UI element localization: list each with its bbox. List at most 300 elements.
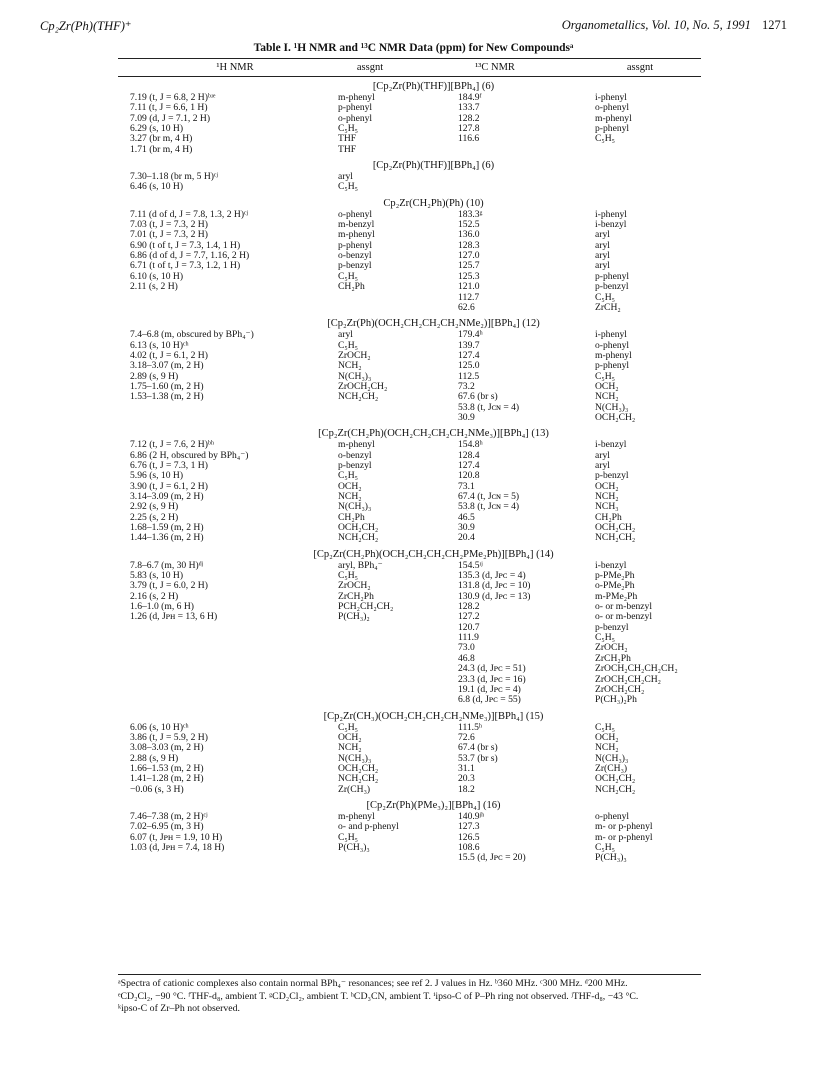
cell-c-shift: 73.1: [458, 480, 475, 492]
cell-h-assignment: o-benzyl: [338, 449, 372, 461]
cell-c-shift: 120.8: [458, 470, 480, 482]
compound-section: [0, 548, 827, 710]
cell-c-assignment: i-phenyl: [595, 329, 627, 341]
compound-section: [0, 197, 827, 317]
cell-c-shift: 128.2: [458, 601, 480, 613]
cell-h-assignment: aryl: [338, 171, 353, 183]
cell-c-shift: 120.7: [458, 621, 480, 633]
compound-section: [0, 159, 827, 197]
table-row: [0, 134, 827, 144]
cell-c-assignment: m-PMe₂Ph: [595, 590, 638, 602]
table-row: [0, 853, 827, 863]
compound-title: [Cp₂Zr(Ph)(THF)][BPh₄] (6): [372, 81, 495, 92]
cell-h-shift: 7.4–6.8 (m, obscured by BPh₄⁻): [130, 329, 254, 341]
cell-h-assignment: p-benzyl: [338, 459, 372, 471]
table-row: [0, 403, 827, 413]
table-row: [0, 502, 827, 512]
cell-c-shift: 53.8 (t, Jᴄɴ = 4): [458, 401, 520, 413]
cell-h-shift: 7.11 (d of d, J = 7.8, 1.3, 2 H)ᶜʲ: [130, 208, 248, 220]
cell-h-assignment: o- and p-phenyl: [338, 821, 399, 833]
cell-h-shift: 3.08–3.03 (m, 2 H): [130, 742, 204, 754]
cell-h-assignment: C₅H₅: [338, 831, 359, 843]
cell-c-assignment: i-benzyl: [595, 559, 627, 571]
cell-h-shift: −0.06 (s, 3 H): [130, 783, 184, 795]
cell-h-assignment: OCH₂: [338, 731, 362, 743]
cell-c-shift: 128.3: [458, 239, 480, 251]
cell-c-shift: 126.5: [458, 831, 480, 843]
compound-section: [0, 80, 827, 159]
table-row: [0, 602, 827, 612]
table-row: [0, 413, 827, 423]
cell-c-shift: 116.6: [458, 133, 480, 145]
cell-c-assignment: NCH₂CH₂: [595, 532, 636, 544]
cell-c-shift: 18.2: [458, 783, 475, 795]
cell-h-shift: 7.03 (t, J = 7.3, 2 H): [130, 219, 208, 231]
cell-h-assignment: aryl, BPh₄⁻: [338, 559, 383, 571]
cell-h-assignment: m-benzyl: [338, 219, 375, 231]
cell-c-assignment: p-benzyl: [595, 621, 629, 633]
cell-h-shift: 3.86 (t, J = 5.9, 2 H): [130, 731, 208, 743]
cell-h-assignment: ZrOCH₂: [338, 349, 371, 361]
cell-h-shift: 1.44–1.36 (m, 2 H): [130, 532, 204, 544]
running-header-compound: Cp₂Zr(Ph)(THF)⁺: [40, 19, 132, 33]
cell-h-assignment: NCH₂CH₂: [338, 391, 379, 403]
cell-c-shift: 112.7: [458, 291, 480, 303]
table-row: [0, 210, 827, 220]
cell-h-shift: 7.02–6.95 (m, 3 H): [130, 821, 204, 833]
cell-c-shift: 15.5 (d, Jᴘᴄ = 20): [458, 852, 526, 864]
cell-h-assignment: P(CH₃)₃: [338, 841, 370, 853]
table-row: [0, 172, 827, 182]
cell-h-shift: 6.07 (t, Jᴘʜ = 1.9, 10 H): [130, 831, 223, 843]
table-footnotes: [118, 978, 708, 1016]
cell-c-shift: 139.7: [458, 339, 480, 351]
table-row: [0, 303, 827, 313]
cell-c-assignment: aryl: [595, 260, 610, 272]
cell-h-shift: 6.10 (s, 10 H): [130, 270, 184, 282]
cell-h-assignment: ZrOCH₂CH₂: [338, 380, 388, 392]
cell-h-assignment: C₅H₅: [338, 570, 359, 582]
table-row: [0, 293, 827, 303]
cell-c-assignment: m- or p-phenyl: [595, 831, 653, 843]
table-row: [0, 733, 827, 743]
table-row: [0, 220, 827, 230]
cell-c-assignment: Zr(CH₃): [595, 762, 628, 774]
cell-h-assignment: o-phenyl: [338, 208, 373, 220]
cell-c-shift: 135.3 (d, Jᴘᴄ = 4): [458, 570, 526, 582]
column-header-assgnt-1h: assgnt: [356, 62, 384, 73]
footnote-line: ᵉCD₂Cl₂, −90 °C. ᶠTHF-d₈, ambient T. ᵍCD₂Cl₂, ambient T. ʰCD₃CN, ambient T. ⁱipso-C of P–Ph ring not observed. ʲTHF-d₈, −43 °C.: [118, 990, 639, 1002]
cell-h-assignment: THF: [338, 143, 357, 155]
column-header-13c-nmr: ¹³C NMR: [475, 62, 515, 73]
table-row: [0, 272, 827, 282]
table-row: [0, 523, 827, 533]
cell-h-assignment: OCH₂: [338, 480, 362, 492]
cell-c-assignment: i-benzyl: [595, 439, 627, 451]
cell-c-assignment: NCH₃: [595, 501, 619, 513]
cell-c-assignment: aryl: [595, 459, 610, 471]
cell-h-shift: 2.11 (s, 2 H): [130, 281, 178, 293]
compound-title: [Cp₂Zr(Ph)(OCH₂CH₂CH₂CH₂NMe₂)][BPh₄] (12): [327, 318, 540, 330]
cell-h-shift: 7.09 (d, J = 7.1, 2 H): [130, 112, 211, 124]
table-row: [0, 251, 827, 261]
cell-h-shift: 6.46 (s, 10 H): [130, 181, 184, 193]
cell-h-assignment: o-benzyl: [338, 250, 372, 262]
cell-h-assignment: m-phenyl: [338, 810, 375, 822]
cell-c-assignment: C₅H₅: [595, 370, 616, 382]
cell-h-assignment: CH₂Ph: [338, 511, 365, 523]
table-row: [0, 230, 827, 240]
cell-h-shift: 5.83 (s, 10 H): [130, 570, 184, 582]
cell-h-assignment: ZrCH₂Ph: [338, 590, 374, 602]
cell-h-assignment: m-phenyl: [338, 92, 375, 103]
page-number: 1271: [762, 18, 787, 32]
cell-c-shift: 73.0: [458, 642, 475, 654]
table-row: [0, 685, 827, 695]
cell-c-shift: 112.5: [458, 370, 480, 382]
cell-c-shift: 72.6: [458, 731, 475, 743]
cell-c-shift: 108.6: [458, 841, 480, 853]
cell-h-shift: 1.53–1.38 (m, 2 H): [130, 391, 204, 403]
column-header-1h-nmr: ¹H NMR: [216, 62, 254, 73]
cell-h-assignment: NCH₂CH₂: [338, 773, 379, 785]
cell-c-shift: 6.8 (d, Jᴘᴄ = 55): [458, 694, 521, 706]
table-row: [0, 261, 827, 271]
cell-c-assignment: aryl: [595, 250, 610, 262]
cell-c-shift: 46.8: [458, 652, 475, 664]
cell-c-shift: 154.8ʰ: [458, 439, 483, 451]
cell-h-assignment: OCH₂CH₂: [338, 762, 379, 774]
cell-c-shift: 184.9ᶠ: [458, 92, 482, 103]
cell-c-shift: 127.4: [458, 459, 480, 471]
cell-c-assignment: m- or p-phenyl: [595, 821, 653, 833]
cell-h-shift: 6.86 (d of d, J = 7.7, 1.16, 2 H): [130, 250, 250, 262]
cell-c-assignment: ZrOCH₂CH₂CH₂: [595, 673, 661, 685]
cell-c-assignment: OCH₂CH₂: [595, 522, 636, 534]
cell-c-assignment: C₅H₅: [595, 133, 616, 145]
cell-h-assignment: NCH₂CH₂: [338, 532, 379, 544]
table-row: [0, 723, 827, 733]
cell-c-shift: 46.5: [458, 511, 475, 523]
cell-h-shift: 3.18–3.07 (m, 2 H): [130, 360, 204, 372]
table-row: [0, 561, 827, 571]
compound-title: Cp₂Zr(CH₂Ph)(Ph) (10): [383, 197, 484, 209]
cell-c-shift: 23.3 (d, Jᴘᴄ = 16): [458, 673, 526, 685]
cell-c-assignment: m-phenyl: [595, 349, 632, 361]
table-title: Table I. ¹H NMR and ¹³C NMR Data (ppm) for New Compoundsᵃ: [253, 42, 574, 54]
table-row: [0, 451, 827, 461]
cell-c-assignment: i-phenyl: [595, 208, 627, 220]
table-row: [0, 774, 827, 784]
cell-c-assignment: o- or m-benzyl: [595, 601, 653, 613]
table-row: [0, 372, 827, 382]
compound-title: [Cp₂Zr(Ph)(THF)][BPh₄] (6): [372, 160, 495, 172]
cell-c-shift: 30.9: [458, 411, 475, 423]
cell-c-assignment: C₅H₅: [595, 632, 616, 644]
cell-c-assignment: i-benzyl: [595, 219, 627, 231]
cell-h-shift: 1.66–1.53 (m, 2 H): [130, 762, 204, 774]
table-row: [0, 623, 827, 633]
table-row: [0, 654, 827, 664]
cell-c-assignment: OCH₂: [595, 380, 619, 392]
table-row: [0, 743, 827, 753]
cell-c-shift: 130.9 (d, Jᴘᴄ = 13): [458, 590, 531, 602]
cell-h-assignment: N(CH₃)₃: [338, 501, 372, 513]
column-header-assgnt-13c: assgnt: [626, 62, 654, 73]
cell-c-assignment: p-phenyl: [595, 360, 630, 372]
cell-c-assignment: OCH₂CH₂: [595, 411, 636, 423]
cell-c-assignment: N(CH₃)₃: [595, 401, 629, 413]
cell-c-assignment: aryl: [595, 449, 610, 461]
cell-c-shift: 20.4: [458, 532, 475, 544]
cell-c-assignment: C₅H₅: [595, 291, 616, 303]
cell-h-shift: 3.90 (t, J = 6.1, 2 H): [130, 480, 208, 492]
cell-c-assignment: o-phenyl: [595, 102, 630, 114]
cell-c-shift: 131.8 (d, Jᴘᴄ = 10): [458, 580, 531, 592]
cell-c-shift: 127.0: [458, 250, 480, 262]
cell-h-assignment: P(CH₃)₂: [338, 611, 370, 623]
cell-c-shift: 67.4 (br s): [458, 742, 498, 754]
cell-c-assignment: ZrCH₂Ph: [595, 652, 631, 664]
cell-h-shift: 2.25 (s, 2 H): [130, 511, 179, 523]
cell-c-assignment: OCH₂: [595, 731, 619, 743]
compound-section: [0, 317, 827, 427]
table-row: [0, 241, 827, 251]
table-row: [0, 812, 827, 822]
cell-c-assignment: CH₂Ph: [595, 511, 622, 523]
cell-h-shift: 7.01 (t, J = 7.3, 2 H): [130, 229, 208, 241]
cell-c-shift: 127.3: [458, 821, 480, 833]
cell-h-assignment: p-phenyl: [338, 102, 373, 114]
table-header-rule: [118, 76, 701, 77]
cell-c-assignment: C₅H₅: [595, 841, 616, 853]
cell-c-assignment: ZrOCH₂CH₂CH₂CH₂: [595, 663, 678, 675]
table-row: [0, 571, 827, 581]
compound-title: [Cp₂Zr(CH₂Ph)(OCH₂CH₂CH₂CH₂NMe₃)][BPh₄] (13): [318, 428, 549, 440]
table-row: [0, 785, 827, 795]
cell-h-shift: 1.71 (br m, 4 H): [130, 143, 193, 155]
table-row: [0, 664, 827, 674]
running-header: [40, 18, 787, 36]
cell-c-assignment: p-phenyl: [595, 123, 630, 135]
cell-h-assignment: C₅H₅: [338, 470, 359, 482]
cell-h-assignment: PCH₂CH₂CH₂: [338, 601, 394, 613]
cell-h-assignment: N(CH₃)₃: [338, 752, 372, 764]
table-row: [0, 382, 827, 392]
cell-c-assignment: P(CH₃)₂Ph: [595, 694, 637, 706]
cell-c-shift: 152.5: [458, 219, 480, 231]
cell-c-assignment: N(CH₃)₃: [595, 752, 629, 764]
cell-c-assignment: p-PMe₂Ph: [595, 570, 635, 582]
footnote-line: ᵏipso-C of Zr–Ph not observed.: [118, 1003, 241, 1014]
table-row: [0, 633, 827, 643]
table-row: [0, 361, 827, 371]
compound-section: [0, 710, 827, 799]
compound-title: [Cp₂Zr(CH₂Ph)(OCH₂CH₂CH₂CH₂PMe₂Ph)][BPh₄] (14): [313, 548, 554, 560]
cell-h-shift: 2.92 (s, 9 H): [130, 501, 179, 513]
table-row: [0, 341, 827, 351]
cell-c-shift: 67.6 (br s): [458, 391, 498, 403]
table-row: [0, 330, 827, 340]
cell-h-shift: 3.79 (t, J = 6.0, 2 H): [130, 580, 208, 592]
cell-h-shift: 6.06 (s, 10 H)ᶜʰ: [130, 721, 189, 733]
cell-h-assignment: C₅H₅: [338, 339, 359, 351]
cell-h-shift: 7.46–7.38 (m, 2 H)ᶜʲ: [130, 810, 208, 822]
table-row: [0, 643, 827, 653]
cell-c-shift: 53.7 (br s): [458, 752, 498, 764]
table-row: [0, 822, 827, 832]
cell-c-shift: 154.5ᶦʲ: [458, 559, 483, 571]
cell-h-assignment: ZrOCH₂: [338, 580, 371, 592]
cell-c-shift: 73.2: [458, 380, 475, 392]
table-row: [0, 124, 827, 134]
cell-h-assignment: THF: [338, 133, 357, 145]
cell-c-assignment: p-phenyl: [595, 270, 630, 282]
cell-h-assignment: C₅H₅: [338, 721, 359, 733]
cell-c-shift: 125.0: [458, 360, 480, 372]
cell-h-assignment: NCH₂: [338, 742, 362, 754]
cell-c-shift: 30.9: [458, 522, 475, 534]
cell-h-assignment: NCH₂: [338, 360, 362, 372]
cell-c-shift: 136.0: [458, 229, 480, 241]
cell-c-shift: 128.4: [458, 449, 480, 461]
cell-c-shift: 31.1: [458, 762, 475, 774]
cell-c-assignment: m-phenyl: [595, 112, 632, 124]
table-row: [0, 592, 827, 602]
cell-h-assignment: m-phenyl: [338, 229, 375, 241]
cell-c-assignment: o- or m-benzyl: [595, 611, 653, 623]
cell-h-assignment: CH₂Ph: [338, 281, 365, 293]
table-row: [0, 533, 827, 543]
cell-h-shift: 5.96 (s, 10 H): [130, 470, 184, 482]
cell-c-assignment: p-benzyl: [595, 281, 629, 293]
cell-h-shift: 7.11 (t, J = 6.6, 1 H): [130, 102, 208, 114]
table-row: [0, 492, 827, 502]
cell-c-shift: 121.0: [458, 281, 480, 293]
cell-h-shift: 6.13 (s, 10 H)ᶜʰ: [130, 339, 189, 351]
cell-c-shift: 125.3: [458, 270, 480, 282]
cell-h-assignment: C₅H₅: [338, 123, 359, 135]
cell-c-assignment: o-PMe₂Ph: [595, 580, 635, 592]
cell-h-shift: 6.90 (t of t, J = 7.3, 1.4, 1 H): [130, 239, 241, 251]
cell-c-assignment: P(CH₃)₃: [595, 852, 627, 864]
cell-c-shift: 127.4: [458, 349, 480, 361]
cell-c-assignment: NCH₂: [595, 491, 619, 502]
compound-section: [0, 427, 827, 547]
nmr-table-body: [0, 80, 827, 868]
table-row: [0, 482, 827, 492]
table-row: [0, 182, 827, 192]
table-row: [0, 754, 827, 764]
cell-h-assignment: OCH₂CH₂: [338, 522, 379, 534]
cell-c-shift: 140.9ʲʰ: [458, 810, 485, 822]
table-row: [0, 103, 827, 113]
compound-title: [Cp₂Zr(Ph)(PMe₃)₂][BPh₄] (16): [366, 799, 501, 811]
cell-h-shift: 4.02 (t, J = 6.1, 2 H): [130, 349, 208, 361]
cell-h-assignment: C₅H₅: [338, 270, 359, 282]
compound-title: [Cp₂Zr(CH₃)(OCH₂CH₂CH₂CH₂NMe₃)][BPh₄] (15): [323, 710, 544, 722]
cell-c-assignment: NCH₂CH₂: [595, 783, 636, 795]
cell-c-shift: 111.5ʰ: [458, 721, 482, 733]
cell-c-shift: 53.8 (t, Jᴄɴ = 4): [458, 501, 520, 513]
compound-section: [0, 799, 827, 868]
table-row: [0, 351, 827, 361]
cell-c-assignment: OCH₂CH₂: [595, 773, 636, 785]
cell-c-assignment: o-phenyl: [595, 339, 630, 351]
table-row: [0, 612, 827, 622]
cell-c-shift: 127.2: [458, 611, 480, 623]
cell-c-assignment: ZrCH₂: [595, 301, 621, 313]
cell-h-assignment: NCH₂: [338, 491, 362, 502]
journal-citation: Organometallics, Vol. 10, No. 5, 1991: [561, 18, 751, 32]
cell-c-assignment: aryl: [595, 229, 610, 241]
table-row: [0, 461, 827, 471]
cell-c-shift: 62.6: [458, 301, 475, 313]
table-row: [0, 93, 827, 103]
cell-h-assignment: m-phenyl: [338, 439, 375, 451]
cell-c-assignment: o-phenyl: [595, 810, 630, 822]
table-row: [0, 282, 827, 292]
cell-c-shift: 67.4 (t, Jᴄɴ = 5): [458, 491, 520, 502]
cell-c-shift: 19.1 (d, Jᴘᴄ = 4): [458, 683, 521, 695]
cell-h-assignment: C₅H₅: [338, 181, 359, 193]
cell-h-shift: 1.75–1.60 (m, 2 H): [130, 380, 204, 392]
cell-c-shift: 125.7: [458, 260, 480, 272]
cell-h-shift: 7.19 (t, J = 6.8, 2 H)ᵇʴᵉ: [130, 92, 216, 103]
table-row: [0, 764, 827, 774]
cell-h-shift: 6.29 (s, 10 H): [130, 123, 184, 135]
cell-h-shift: 1.03 (d, Jᴘʜ = 7.4, 18 H): [130, 841, 225, 853]
cell-h-assignment: p-benzyl: [338, 260, 372, 272]
table-row: [0, 581, 827, 591]
table-row: [0, 471, 827, 481]
table-row: [0, 440, 827, 450]
cell-h-shift: 7.12 (t, J = 7.6, 2 H)ᵇʰ: [130, 439, 214, 451]
cell-c-assignment: i-phenyl: [595, 92, 627, 103]
cell-h-shift: 7.8–6.7 (m, 30 H)ᵈʲ: [130, 559, 204, 571]
table-row: [0, 145, 827, 155]
cell-c-assignment: p-benzyl: [595, 470, 629, 482]
footnote-line: ᵃSpectra of cationic complexes also contain normal BPh₄⁻ resonances; see ref 2. J values in Hz. ᵇ360 MHz. ᶜ300 MHz. ᵈ200 MHz.: [118, 978, 628, 989]
cell-c-shift: 111.9: [458, 632, 479, 644]
table-row: [0, 675, 827, 685]
cell-c-assignment: ZrOCH₂CH₂: [595, 683, 645, 695]
table-row: [0, 114, 827, 124]
cell-h-shift: 3.27 (br m, 4 H): [130, 133, 193, 145]
cell-h-assignment: N(CH₃)₃: [338, 370, 372, 382]
cell-c-assignment: NCH₂: [595, 742, 619, 754]
cell-c-shift: 133.7: [458, 102, 480, 114]
cell-h-assignment: o-phenyl: [338, 112, 373, 124]
table-bottom-rule: [118, 974, 701, 975]
table-top-rule: [118, 58, 701, 59]
cell-h-shift: 6.71 (t of t, J = 7.3, 1.2, 1 H): [130, 260, 241, 272]
cell-h-shift: 2.89 (s, 9 H): [130, 370, 179, 382]
cell-h-assignment: p-phenyl: [338, 239, 373, 251]
cell-h-shift: 1.6–1.0 (m, 6 H): [130, 601, 194, 613]
cell-c-shift: 127.8: [458, 123, 480, 135]
cell-h-shift: 3.14–3.09 (m, 2 H): [130, 491, 204, 502]
cell-h-shift: 1.26 (d, Jᴘʜ = 13, 6 H): [130, 611, 218, 623]
cell-c-assignment: OCH₂: [595, 480, 619, 492]
cell-h-assignment: Zr(CH₃): [338, 783, 371, 795]
cell-c-assignment: NCH₂: [595, 391, 619, 403]
table-row: [0, 695, 827, 705]
cell-h-shift: 1.41–1.28 (m, 2 H): [130, 773, 204, 785]
cell-c-shift: 179.4ʰ: [458, 329, 483, 341]
cell-c-shift: 183.3ᵍ: [458, 208, 483, 220]
cell-h-shift: 1.68–1.59 (m, 2 H): [130, 522, 204, 534]
